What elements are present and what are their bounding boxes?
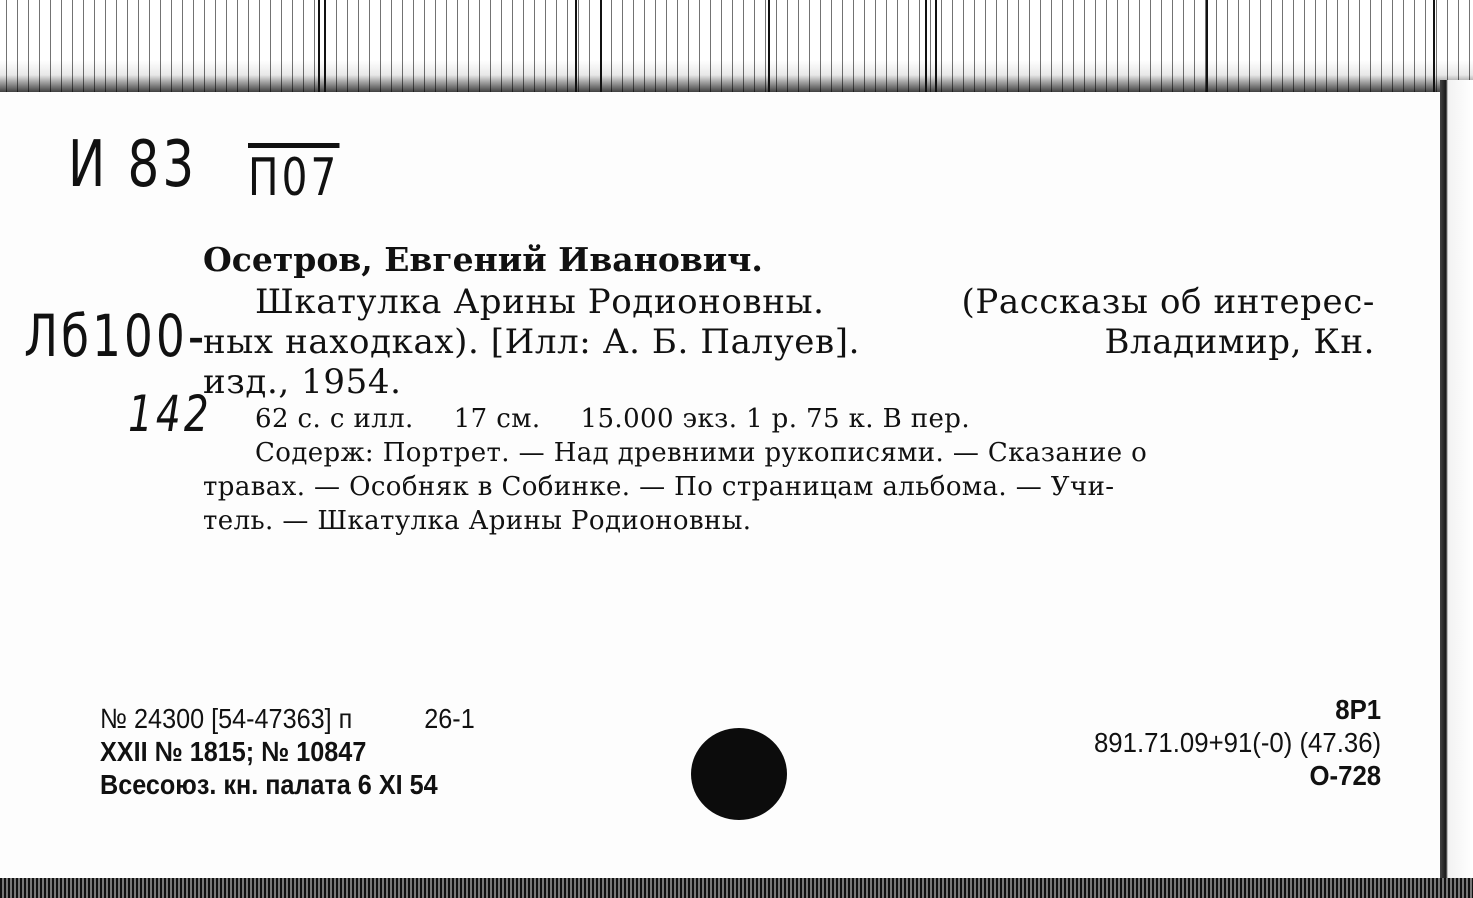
book-title: Шкатулка Арины Родионовны. [255,282,825,322]
physical-description [203,402,1375,436]
scanned-right-edge [1440,80,1473,898]
bibliographic-record [203,240,1375,538]
scan-streak [925,0,927,95]
handwritten-shelf-mark: И 83 [68,128,198,202]
handwritten-margin-code: Лб100- [24,302,208,370]
subtitle-and-illustrator: ных находках). [Илл: А. Б. Палуев]. [203,322,860,362]
registration-number: № 24300 [54-47363] п [100,703,353,734]
contents-note: тель. — Шкатулка Арины Родионовны. [203,506,752,536]
subtitle-start: (Рассказы об интерес- [961,282,1375,322]
registration-info [100,702,475,801]
author-mark: О-728 [1309,760,1381,791]
scan-streak [318,0,320,95]
scan-streak [1433,0,1435,95]
author-heading: Осетров, Евгений Иванович. [203,240,763,279]
title-line [203,282,1375,322]
classification-info [1094,693,1381,792]
handwritten-margin-number: 142 [128,385,212,443]
scan-streak [935,0,937,95]
card-series-code: 26-1 [424,703,475,734]
contents-note: Содерж: Портрет. — Над древними рукописями. — Сказание о [255,438,1148,468]
registration-line [100,702,475,735]
scan-streak [575,0,577,95]
handwritten-shelf-mark-suffix: П07 [248,148,340,208]
classification-code: 8Р1 [1335,694,1381,725]
scan-streak [1206,0,1208,95]
chronicle-numbers: XXII № 1815; № 10847 [100,736,367,767]
contents-note: травах. — Особняк в Собинке. — По страницам альбома. — Учи- [203,472,1115,502]
scan-streak [324,0,326,95]
print-run-and-price: 15.000 экз. 1 р. 75 к. В пер. [580,404,970,434]
chamber-imprint: Всесоюз. кн. палата 6 XI 54 [100,769,438,800]
publication-place: Владимир, Кн. [1104,322,1375,362]
publisher-and-year: изд., 1954. [203,362,402,402]
scanned-bottom-edge [0,878,1473,898]
scan-streak [768,0,770,95]
scan-streak [600,0,602,95]
title-line [203,322,1375,362]
punch-hole [691,728,787,820]
book-size: 17 см. [453,404,541,434]
scanned-top-edge [0,0,1473,95]
udc-index: 891.71.09+91(-0) (47.36) [1093,727,1381,758]
page-count: 62 с. с илл. [255,404,414,434]
